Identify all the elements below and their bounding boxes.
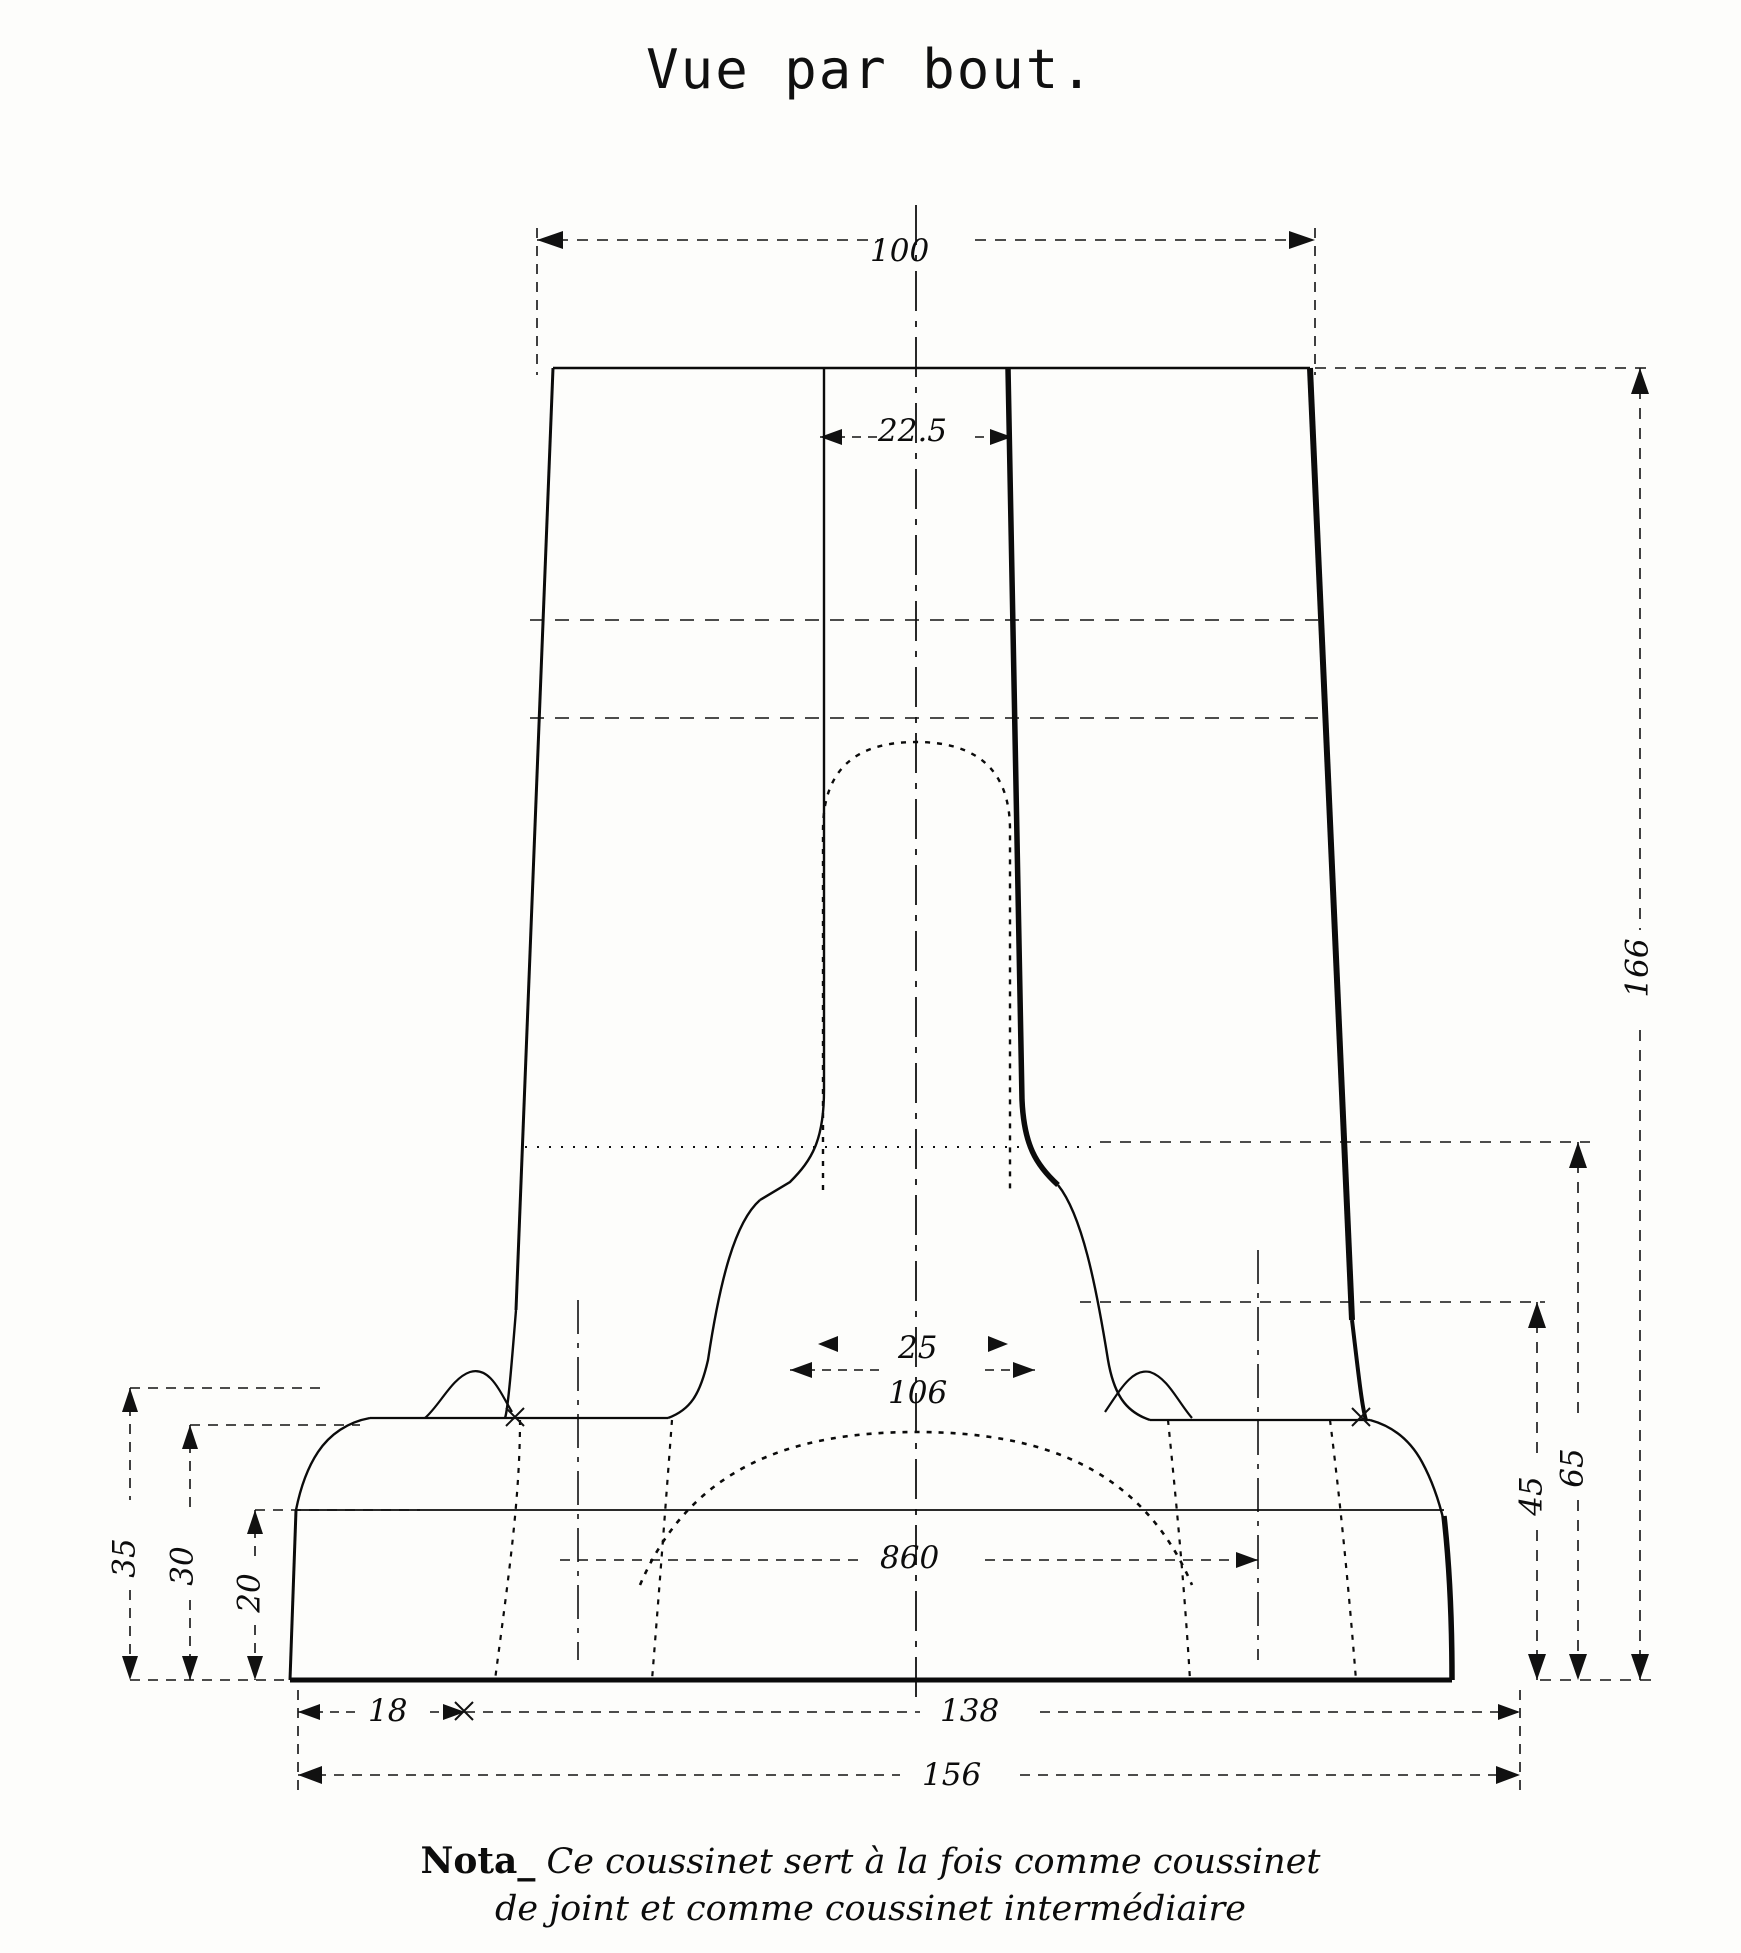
arrow-156-left [298,1766,322,1784]
dim-label-138: 138 [940,1693,1000,1729]
arrow-45-bottom [1528,1654,1546,1680]
arrow-138-right [1498,1704,1520,1720]
arrow-20-bottom [247,1656,263,1680]
arrow-156-right [1496,1766,1520,1784]
arrow-106-right [1013,1362,1035,1378]
outline-right-web-thick [1310,368,1352,1320]
arrow-20-top [247,1510,263,1534]
dim-label-22-5: 22.5 [878,413,948,449]
arrow-100-left [537,231,563,249]
hidden-hole-left-outer [495,1420,520,1680]
outline-boss-right [1105,1372,1192,1418]
arrow-35-top [122,1388,138,1412]
arrow-35-bottom [122,1656,138,1680]
dim-label-30: 30 [164,1546,201,1586]
arrow-166-bottom [1631,1654,1649,1680]
dim-label-860: 860 [880,1540,940,1576]
dim-label-156: 156 [922,1757,982,1793]
note-line-2: de joint et comme coussinet intermédiaire [495,1888,1246,1929]
dim-label-100: 100 [870,233,930,269]
outline-inner-right-jaw-thick [1008,368,1058,1185]
dim-label-106: 106 [888,1375,948,1411]
dim-label-166: 166 [1619,938,1656,998]
arrow-65-bottom [1569,1654,1587,1680]
note-line-1: Ce coussinet sert à la fois comme coussinet [546,1842,1321,1882]
hidden-hole-left-inner [652,1420,672,1680]
coussinet-outline [290,368,1452,1680]
arrow-30-bottom [182,1656,198,1680]
outline-base-chamfer-left [296,1418,370,1510]
outline-base-chamfer-right [1370,1420,1444,1522]
arrow-25-right [988,1336,1008,1352]
outline-left-fillet [668,1200,760,1418]
hidden-hole-right-inner [1168,1420,1190,1680]
note-lead: Nota_ [420,1840,536,1882]
dim-label-20: 20 [231,1573,268,1613]
arrow-45-top [1528,1302,1546,1328]
dim-label-65: 65 [1554,1448,1591,1488]
outline-inner-left-jaw [760,368,824,1200]
outline-left-web-lower [505,1310,516,1418]
dim-label-18: 18 [368,1693,408,1729]
page-title: Vue par bout. [646,38,1095,101]
arrow-25-left [818,1336,838,1352]
dim-label-35: 35 [106,1538,143,1578]
tick-right-45 [1352,1408,1370,1426]
hidden-hole-right-outer [1330,1420,1356,1680]
outline-base-side-left [290,1510,296,1680]
dim-label-45: 45 [1513,1476,1550,1516]
outline-boss-left [425,1371,512,1418]
arrow-860-right [1236,1552,1258,1568]
arrow-18-left [298,1704,320,1720]
arrow-30-top [182,1425,198,1449]
arrow-106-left [790,1362,812,1378]
dim-label-25: 25 [898,1330,938,1366]
outline-base-side-right-thick [1444,1516,1452,1680]
outline-left-web [516,368,553,1310]
note-block [0,1838,1741,1932]
outline-right-web-lower [1352,1320,1366,1420]
arrow-65-top [1569,1142,1587,1168]
arrow-100-right [1289,231,1315,249]
arrow-166-top [1631,368,1649,394]
